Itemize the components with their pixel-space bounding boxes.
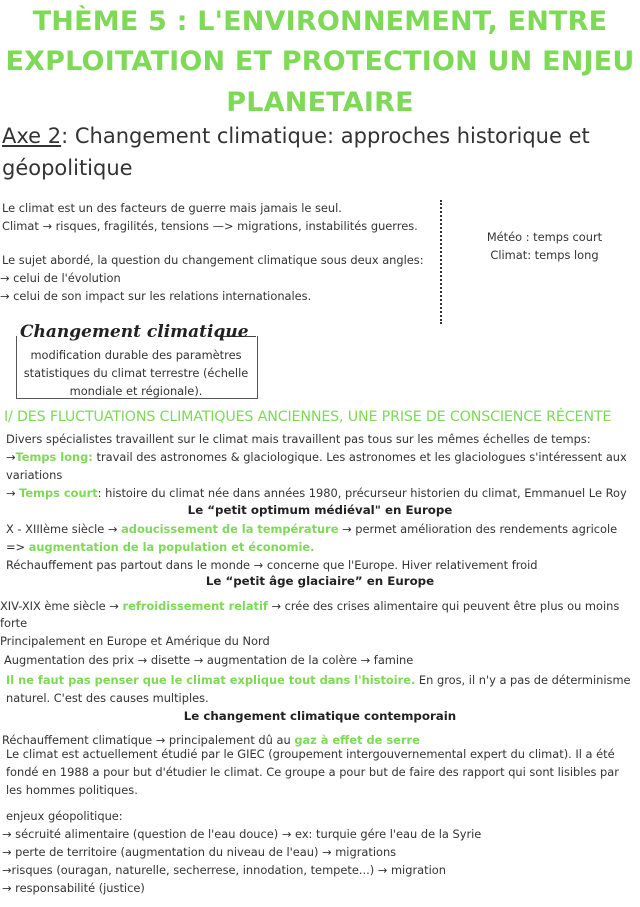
dotted-divider [440,200,442,324]
definition-line-1: modification durable des paramètres [30,348,242,362]
glaciaire-line-2: forte [0,616,28,630]
contemporain-line-3: fondé en 1988 a pour but d'étudier le climat. Ce groupe a pour but de faire des rapport qui sont lisibles par [6,765,619,779]
definition-line-3: mondiale et régionale). [69,384,203,398]
intro-line-5: → celui de son impact sur les relations internationales. [0,289,312,303]
intro-line-4: → celui de l'évolution [0,271,121,285]
section-1-line-3: variations [6,468,63,482]
intro-line-3: Le sujet abordé, la question du changement climatique sous deux angles: [2,253,424,267]
axe-title-line-2: géopolitique [2,156,133,180]
axe-label: Axe 2 [2,124,62,148]
enjeux-item: → responsabilité (justice) [2,881,145,895]
section-1-line-1: Divers spécialistes travaillent sur le climat mais travaillent pas tous sur les mêmes échelles de temps: [6,432,591,446]
contemporain-line-4: les hommes politiques. [6,783,138,797]
glaciaire-title: Le “petit âge glaciaire” en Europe [205,574,435,588]
section-1-line-4: → Temps court: histoire du climat née dans années 1980, précurseur historien du climat, Emmanuel Le Roy [6,486,627,500]
definition-line-2: statistiques du climat terrestre (échelle [23,366,249,380]
definition-text [16,346,256,400]
glaciaire-line-3: Principalement en Europe et Amérique du Nord [0,634,270,648]
theme-title-line-1: THÈME 5 : L'ENVIRONNEMENT, ENTRE [32,6,608,37]
intro-line-1: Le climat est un des facteurs de guerre mais jamais le seul. [2,201,342,215]
theme-title-line-3: PLANETAIRE [226,87,414,118]
climat-line: Climat: temps long [490,248,599,262]
section-1-line-2: →Temps long: travail des astronomes & glaciologique. Les astronomes et les glaciologues s'intéressent aux [6,450,627,464]
optimum-line-3: Réchauffement pas partout dans le monde → concerne que l'Europe. Hiver relativement froid [6,558,538,572]
enjeux-item: → sécruité alimentaire (question de l'eau douce) → ex: turquie gére l'eau de la Syrie [2,827,482,841]
enjeux-item: →risques (ouragan, naturelle, secherrese, innodation, tempete...) → migration [2,863,446,877]
meteo-note [452,228,637,264]
axe-title [2,120,632,184]
axe-title-rest: : Changement climatique: approches historique et [61,124,590,148]
optimum-title: Le “petit optimum médiéval" en Europe [187,503,453,517]
theme-title-line-2: EXPLOITATION ET PROTECTION UN ENJEU [5,46,635,77]
contemporain-line-1: Réchauffement climatique → principalement dû au gaz à effet de serre [2,733,420,747]
enjeux-title: enjeux géopolitique: [6,809,123,823]
optimum-line-2: => augmentation de la population et économie. [6,540,315,554]
definition-title: Changement climatique [20,322,249,342]
glaciaire-line-5: Il ne faut pas penser que le climat explique tout dans l'histoire. En gros, il n'y a pas de déterminisme [6,673,631,687]
enjeux-item: → perte de territoire (augmentation du niveau de l'eau) → migrations [2,845,397,859]
glaciaire-line-1: XIV-XIX ème siècle → refroidissement relatif → crée des crises alimentaire qui peuvent être plus ou moins [0,599,620,613]
glaciaire-line-4: Augmentation des prix → disette → augmentation de la colère → famine [4,653,414,667]
contemporain-title: Le changement climatique contemporain [183,709,457,723]
optimum-line-1: X - XIIIème siècle → adoucissement de la température → permet amélioration des rendements agricole [6,522,618,536]
meteo-line: Météo : temps court [486,230,603,244]
section-1-title: I/ DES FLUCTUATIONS CLIMATIQUES ANCIENNES, UNE PRISE DE CONSCIENCE RÉCENTE [4,409,612,425]
glaciaire-line-6: naturel. C'est des causes multiples. [6,691,209,705]
intro-line-2: Climat → risques, fragilités, tensions —> migrations, instabilités guerres. [2,219,418,233]
contemporain-line-2: Le climat est actuellement étudié par le GIEC (groupement intergouvernemental expert du climat). Il a été [6,747,615,761]
